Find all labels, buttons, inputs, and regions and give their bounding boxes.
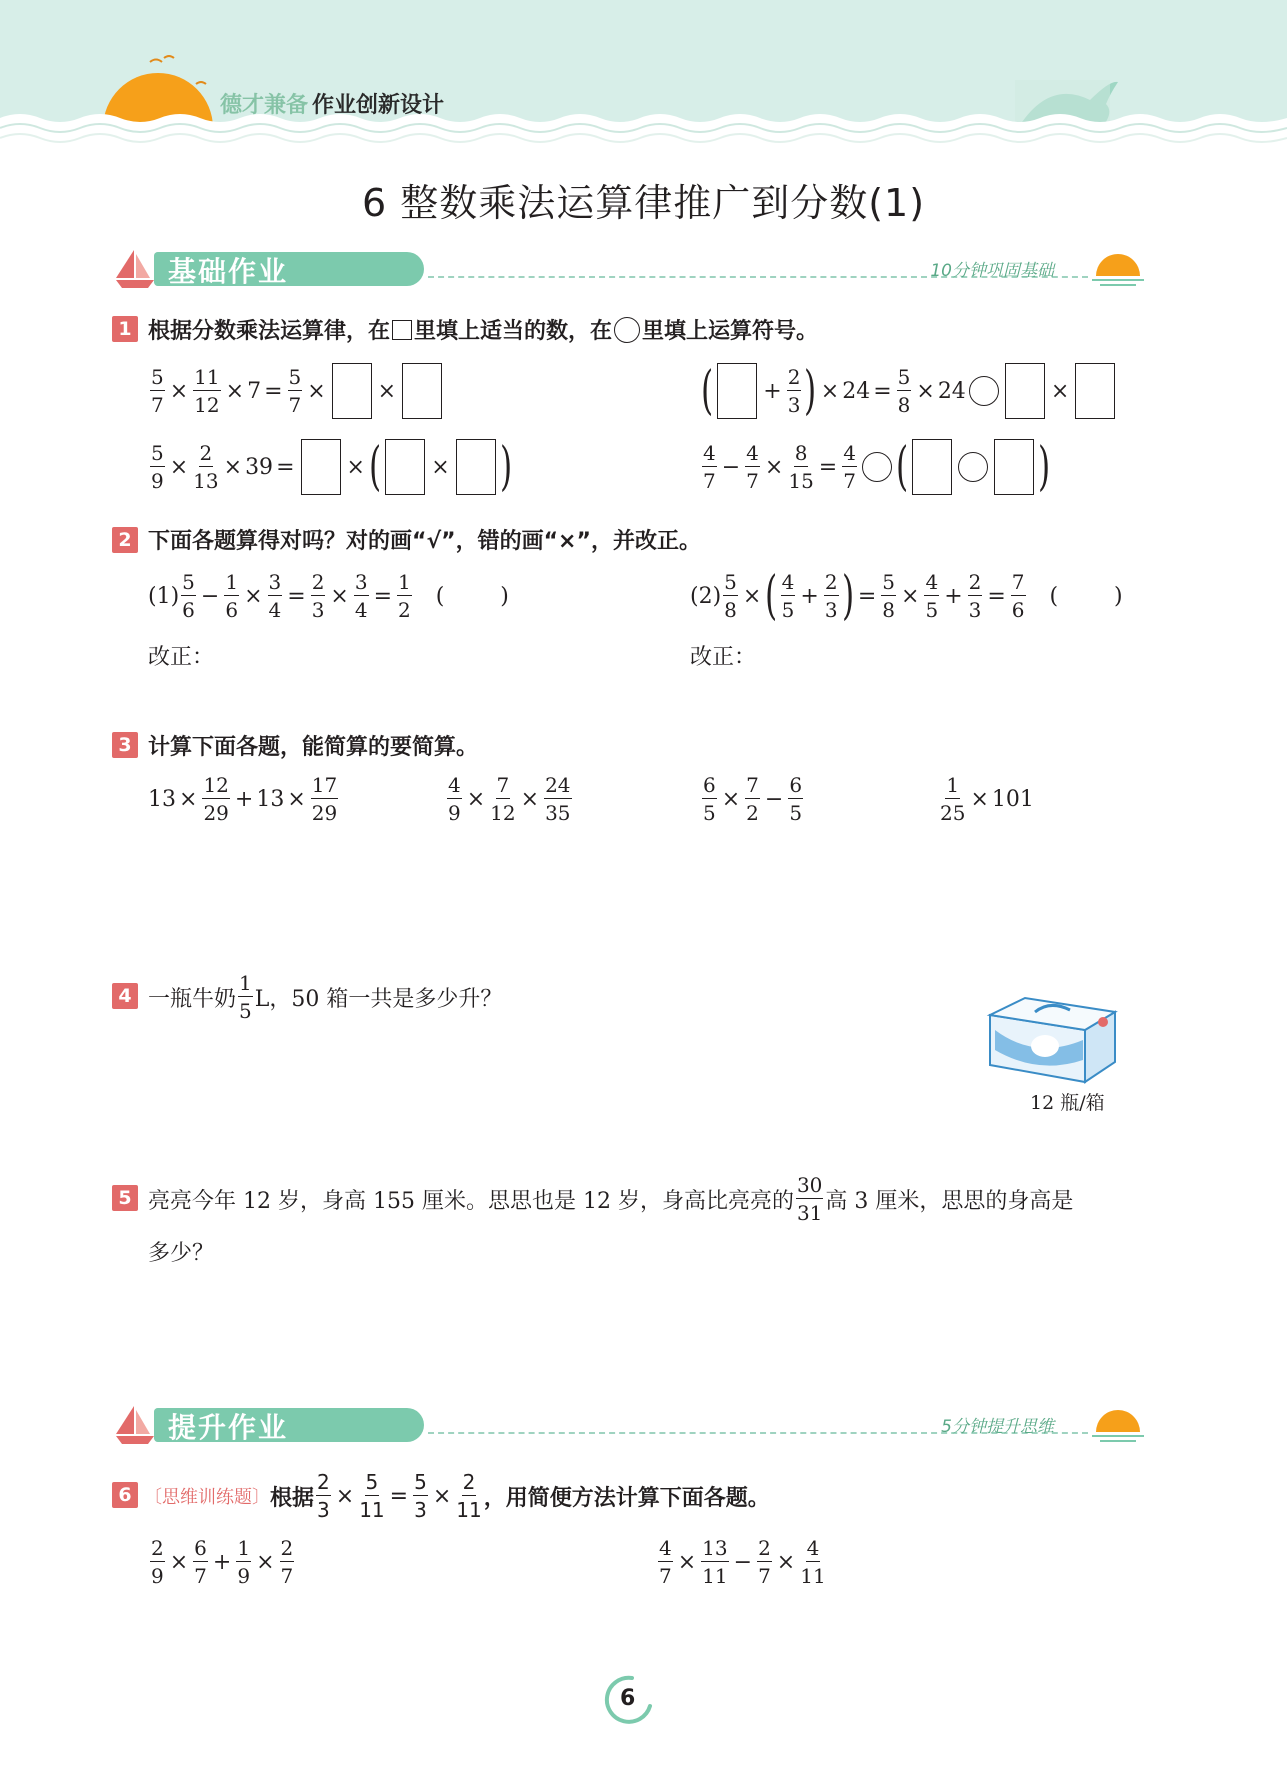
fraction: $\frac{4}{5}$ xyxy=(925,570,939,622)
prompt-text: 里填上运算符号。 xyxy=(642,319,819,344)
expression-3b: $\frac{4}{9}$ × $\frac{7}{12}$ × $\frac{24}{35}$ xyxy=(448,773,571,825)
equation-2-1: (1) $\frac{5}{6}$ − $\frac{1}{6}$ × $\frac{3}{4}$ = $\frac{2}{3}$ × $\frac{3}{4}$ = $\frac{1}{2}$ ( ) xyxy=(148,570,509,622)
section-time-tag: 10分钟巩固基础 xyxy=(930,261,1054,281)
correction-label: 改正： xyxy=(690,645,757,670)
judge-blank[interactable]: ( ) xyxy=(1049,583,1123,609)
fraction: $\frac{5}{7}$ xyxy=(288,365,302,417)
question-prompt: 亮亮今年 12 岁，身高 155 厘米。思思也是 12 岁，身高比亮亮的 $\frac{30}{31}$ 高 3 厘米，思思的身高是 xyxy=(148,1173,1074,1225)
fraction: $\frac{4}{11}$ xyxy=(800,1536,826,1588)
fraction: $\frac{4}{7}$ xyxy=(703,441,716,493)
fraction: $\frac{4}{7}$ xyxy=(843,441,856,493)
answer-box[interactable] xyxy=(385,439,425,495)
brand-left: 德才兼备 xyxy=(220,93,309,118)
milk-box-icon xyxy=(985,990,1120,1085)
fraction: $\frac{8}{15}$ xyxy=(788,441,814,493)
fraction: $\frac{1}{9}$ xyxy=(237,1536,251,1588)
page-title: 6 整数乘法运算律推广到分数(1) xyxy=(361,181,926,225)
sailboat-icon xyxy=(110,1402,160,1446)
fraction: $\frac{2}{11}$ xyxy=(456,1470,482,1522)
expression-3a: 13 × $\frac{12}{29}$ + 13 × $\frac{17}{29}$ xyxy=(148,773,338,825)
fraction: $\frac{2}{13}$ xyxy=(193,441,219,493)
fraction: $\frac{1}{2}$ xyxy=(398,570,411,622)
answer-circle[interactable] xyxy=(969,376,999,406)
expression-6b: $\frac{4}{7}$ × $\frac{13}{11}$ − $\frac{2}{7}$ × $\frac{4}{11}$ xyxy=(659,1536,826,1588)
fraction: $\frac{7}{12}$ xyxy=(490,773,516,825)
section-time-tag: 5分钟提升思维 xyxy=(941,1417,1054,1437)
answer-box[interactable] xyxy=(402,363,442,419)
fraction: $\frac{5}{7}$ xyxy=(151,365,164,417)
question-number: 6 xyxy=(112,1482,138,1508)
fraction: $\frac{6}{7}$ xyxy=(194,1536,207,1588)
fraction: $\frac{11}{12}$ xyxy=(194,365,220,417)
page-number xyxy=(600,1672,656,1728)
answer-box[interactable] xyxy=(301,439,341,495)
fraction: $\frac{2}{3}$ xyxy=(787,365,801,417)
fraction: $\frac{7}{2}$ xyxy=(746,773,759,825)
question-prompt: 下面各题算得对吗？对的画“√”，错的画“×”，并改正。 xyxy=(148,529,701,554)
question-number: 5 xyxy=(112,1185,138,1211)
section-banner-basic xyxy=(110,246,1150,290)
section-banner-advanced xyxy=(110,1402,1150,1446)
page-number-text: 6 xyxy=(620,1686,636,1711)
fraction: $\frac{5}{3}$ xyxy=(414,1470,427,1522)
prompt-text: 根据分数乘法运算律，在 xyxy=(148,319,391,344)
header-decoration xyxy=(0,0,1287,150)
fraction: $\frac{1}{6}$ xyxy=(225,570,239,622)
sunset-icon xyxy=(1088,246,1148,290)
fraction: $\frac{5}{9}$ xyxy=(151,441,164,493)
brand-right: 作业创新设计 xyxy=(312,93,445,118)
fraction: $\frac{24}{35}$ xyxy=(545,773,571,825)
fraction: $\frac{2}{7}$ xyxy=(280,1536,294,1588)
square-icon xyxy=(392,320,412,340)
section-label: 基础作业 xyxy=(168,255,289,288)
question-prompt: 〔思维训练题〕 根据 $\frac{2}{3}$ × $\frac{5}{11}$ = $\frac{5}{3}$ × $\frac{2}{11}$ ，用简便方法计算下面各题。 xyxy=(144,1470,770,1522)
question-number: 2 xyxy=(112,527,138,553)
answer-box[interactable] xyxy=(1005,363,1045,419)
fraction: $\frac{5}{8}$ xyxy=(882,570,896,622)
prompt-text: 里填上适当的数，在 xyxy=(414,319,613,344)
fraction: $\frac{2}{7}$ xyxy=(758,1536,771,1588)
expression-3d: $\frac{1}{25}$ × 101 xyxy=(940,773,1034,825)
fraction: $\frac{2}{3}$ xyxy=(311,570,325,622)
fraction: $\frac{4}{7}$ xyxy=(746,441,759,493)
fraction: $\frac{30}{31}$ xyxy=(796,1173,823,1225)
sailboat-icon xyxy=(110,246,160,290)
question-prompt: 一瓶牛奶 $\frac{1}{5}$ L，50 箱一共是多少升？ xyxy=(148,971,503,1023)
equation-2-2: (2) $\frac{5}{8}$ × ( $\frac{4}{5}$ + $\frac{2}{3}$ ) = $\frac{5}{8}$ × $\frac{4}{5}$ + $\frac{2}{3}$ = $\frac{7}{6}$ ( ) xyxy=(690,566,1123,626)
answer-box[interactable] xyxy=(912,439,952,495)
fraction: $\frac{1}{5}$ xyxy=(239,971,252,1023)
judge-blank[interactable]: ( ) xyxy=(435,583,509,609)
equation-1b: ( + $\frac{2}{3}$ ) × 24 = $\frac{5}{8}$ × 24 × xyxy=(700,362,1118,420)
correction-label: 改正： xyxy=(148,645,215,670)
answer-box[interactable] xyxy=(456,439,496,495)
fraction: $\frac{1}{25}$ xyxy=(940,773,966,825)
equation-1c: $\frac{5}{9}$ × $\frac{2}{13}$ × 39 = × ( × ) xyxy=(151,437,512,497)
circle-icon xyxy=(614,317,640,343)
fraction: $\frac{4}{9}$ xyxy=(448,773,461,825)
answer-circle[interactable] xyxy=(862,452,892,482)
fraction: $\frac{12}{29}$ xyxy=(203,773,229,825)
fraction: $\frac{5}{11}$ xyxy=(359,1470,385,1522)
question-tag: 〔思维训练题〕 xyxy=(144,1487,270,1508)
fraction: $\frac{2}{9}$ xyxy=(151,1536,164,1588)
answer-box[interactable] xyxy=(332,363,372,419)
fraction: $\frac{5}{6}$ xyxy=(182,570,195,622)
fraction: $\frac{13}{11}$ xyxy=(702,1536,728,1588)
question-prompt: 计算下面各题，能简算的要简算。 xyxy=(148,735,479,760)
fraction: $\frac{4}{7}$ xyxy=(659,1536,672,1588)
fraction: $\frac{6}{5}$ xyxy=(703,773,716,825)
page-header xyxy=(0,0,1287,150)
question-prompt-continued: 多少？ xyxy=(148,1241,215,1266)
answer-circle[interactable] xyxy=(958,452,988,482)
box-caption: 12 瓶/箱 xyxy=(1030,1092,1105,1114)
fraction: $\frac{5}{8}$ xyxy=(897,365,911,417)
fraction: $\frac{2}{3}$ xyxy=(824,570,838,622)
section-label: 提升作业 xyxy=(168,1411,289,1444)
fraction: $\frac{5}{8}$ xyxy=(724,570,737,622)
fraction: $\frac{7}{6}$ xyxy=(1011,570,1025,622)
question-number: 1 xyxy=(112,316,138,342)
fraction: $\frac{3}{4}$ xyxy=(354,570,368,622)
fraction: $\frac{4}{5}$ xyxy=(781,570,795,622)
fraction: $\frac{2}{3}$ xyxy=(317,1470,330,1522)
question-number: 3 xyxy=(112,732,138,758)
fraction: $\frac{17}{29}$ xyxy=(311,773,338,825)
answer-box[interactable] xyxy=(1075,363,1115,419)
answer-box[interactable] xyxy=(994,439,1034,495)
equation-1a: $\frac{5}{7}$ × $\frac{11}{12}$ × 7 = $\frac{5}{7}$ × × xyxy=(148,362,445,420)
equation-1d: $\frac{4}{7}$ − $\frac{4}{7}$ × $\frac{8}{15}$ = $\frac{4}{7}$ ( ) xyxy=(703,437,1051,497)
fraction: $\frac{2}{3}$ xyxy=(968,570,982,622)
answer-box[interactable] xyxy=(717,363,757,419)
expression-3c: $\frac{6}{5}$ × $\frac{7}{2}$ − $\frac{6}{5}$ xyxy=(703,773,803,825)
expression-6a: $\frac{2}{9}$ × $\frac{6}{7}$ + $\frac{1}{9}$ × $\frac{2}{7}$ xyxy=(151,1536,294,1588)
question-number: 4 xyxy=(112,983,138,1009)
fraction: $\frac{6}{5}$ xyxy=(789,773,803,825)
question-prompt xyxy=(148,314,818,345)
sunset-icon xyxy=(1088,1402,1148,1446)
fraction: $\frac{3}{4}$ xyxy=(268,570,282,622)
